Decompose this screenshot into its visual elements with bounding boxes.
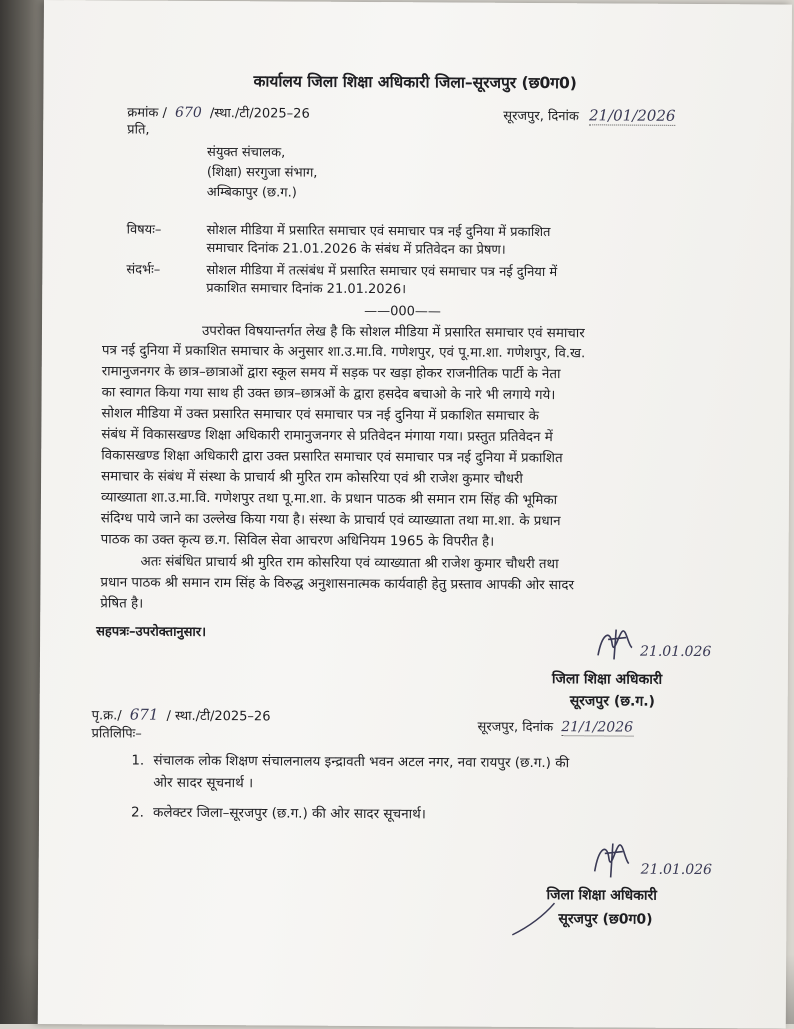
- signature-1-date: 21.01.026: [639, 643, 712, 661]
- letter-date-label: सूरजपुर, दिनांक: [503, 108, 579, 125]
- body-line: उपरोक्त विषयान्तर्गत लेख है कि सोशल मीडिया में प्रसारित समाचार एवं समाचार: [201, 323, 585, 342]
- letter-ref-suffix: /स्था./टी/2025–26: [209, 106, 310, 122]
- copy-date: 21/1/2026: [561, 719, 634, 736]
- reference-line-2: प्रकाशित समाचार दिनांक 21.01.2026।: [206, 280, 407, 298]
- copy-label: प्रतिलिपिः–: [91, 726, 142, 742]
- copy-item-2-num: 2.: [130, 804, 144, 821]
- copy-item-2-line-1: कलेक्टर जिला–सूरजपुर (छ.ग.) की ओर सादर सूचनार्थ।: [152, 804, 426, 823]
- office-heading: कार्यालय जिला शिक्षा अधिकारी जिला–सूरजपुर (छ0ग0): [253, 72, 577, 93]
- subject-line-2: समाचार दिनांक 21.01.2026 के संबंध में प्रतिवेदन का प्रेषण।: [206, 240, 506, 258]
- copy-ref-suffix: / स्था./टी/2025–26: [166, 708, 271, 725]
- signatory-2-title: जिला शिक्षा अधिकारी: [546, 887, 657, 904]
- signatory-1-place: सूरजपुर (छ.ग.): [569, 693, 656, 710]
- letter-place-date: [503, 107, 675, 126]
- copy-item-1-num: 1.: [131, 752, 145, 769]
- to-line-2: (शिक्षा) सरगुजा संभाग,: [206, 164, 318, 181]
- body-line: का स्वागत किया गया साथ ही उक्त छात्र–छात्रओं के द्वारा हसदेव बचाओ के नारे भी लगाये गये।: [101, 385, 556, 404]
- signature-2-date: 21.01.026: [640, 861, 713, 879]
- copy-date-label: सूरजपुर, दिनांक: [477, 719, 554, 736]
- subject-label: विषयः–: [126, 222, 162, 238]
- body-line: रामानुजनगर के छात्र–छात्राओं द्वारा स्कूल समय में सड़क पर खड़ा होकर राजनीतिक पार्टी के नेता: [101, 364, 561, 383]
- letter-page: [38, 0, 792, 1029]
- copy-ref-prefix: पृ.क्र./: [91, 708, 122, 724]
- body-line: संदिग्ध पाये जाने का उल्लेख किया गया है। संस्था के प्राचार्य एवं व्याख्याता तथा मा.शा. के प्रधान: [100, 511, 561, 530]
- separator: ——000——: [364, 303, 441, 320]
- subject-line-1: सोशल मीडिया में प्रसारित समाचार एवं समाचार पत्र नई दुनिया में प्रकाशित: [206, 222, 551, 241]
- to-line-1: संयुक्त संचालक,: [207, 144, 286, 161]
- action-line: प्रधान पाठक श्री समान राम सिंह के विरुद्ध अनुशासनात्मक कार्यवाही हेतु प्रस्ताव आपकी ओर सादर: [100, 575, 575, 594]
- copy-ref: [92, 706, 271, 725]
- copy-item-1-line-2: ओर सादर सूचनार्थ ।: [153, 774, 254, 792]
- reference-label: संदर्भः–: [126, 262, 161, 278]
- letter-ref-prefix: क्रमांक /: [127, 105, 167, 121]
- copy-item-1-line-1: संचालक लोक शिक्षण संचालनालय इन्द्रावती भवन अटल नगर, नवा रायपुर (छ.ग.) की: [153, 752, 570, 772]
- body-line: व्याख्याता शा.उ.मा.वि. गणेशपुर तथा पू.मा.शा. के प्रधान पाठक श्री समान राम सिंह की भूमिका: [100, 490, 558, 509]
- action-line: अतः संबंधित प्राचार्य श्री मुरित राम कोसरिया एवं व्याख्याता श्री राजेश कुमार चौधरी तथा: [140, 554, 559, 573]
- letter-date: 21/01/2026: [588, 106, 676, 125]
- signature-2-stroke: [508, 899, 568, 939]
- letter-ref-number: 670: [175, 104, 202, 121]
- body-line: समाचार के संबंध में संस्था के प्राचार्य श्री मुरित राम कोसरिया एवं श्री राजेश कुमार चौधरी: [101, 469, 523, 487]
- body-line: पाठक का उक्त कृत्य छ.ग. सिविल सेवा आचरण अधिनियम 1965 के विपरीत है।: [100, 532, 495, 550]
- body-line: पत्र नई दुनिया में प्रकाशित समाचार के अनुसार शा.उ.मा.वि. गणेशपुर, एवं पू.मा.शा. गणेशपुर, वि.ख.: [101, 343, 586, 362]
- signatory-2-place: सूरजपुर (छ0ग0): [558, 911, 653, 928]
- signatory-1-title: जिला शिक्षा अधिकारी: [551, 671, 663, 688]
- copy-place-date: [478, 719, 634, 737]
- action-line: प्रेषित है।: [100, 596, 144, 612]
- copy-ref-number: 671: [129, 705, 159, 724]
- enclosure: सहपत्रः–उपरोक्तानुसार।: [96, 624, 207, 641]
- body-line: विकासखण्ड शिक्षा अधिकारी द्वारा उक्त प्रसारित समाचार एवं समाचार पत्र नई दुनिया में प्रकाशित: [101, 448, 563, 467]
- letter-ref: [127, 105, 310, 123]
- body-line: संबंध में विकासखण्ड शिक्षा अधिकारी रामानुजनगर से प्रतिवेदन मंगाया गया। प्रस्तुत प्रतिवेदन में: [101, 427, 553, 446]
- to-label: प्रति,: [127, 122, 150, 138]
- reference-line-1: सोशल मीडिया में तत्संबंध में प्रसारित समाचार एवं समाचार पत्र नई दुनिया में: [206, 262, 558, 281]
- to-line-3: अम्बिकापुर (छ.ग.): [206, 184, 297, 201]
- body-line: सोशल मीडिया में उक्त प्रसारित समाचार एवं समाचार पत्र नई दुनिया में प्रकाशित समाचार के: [101, 406, 539, 425]
